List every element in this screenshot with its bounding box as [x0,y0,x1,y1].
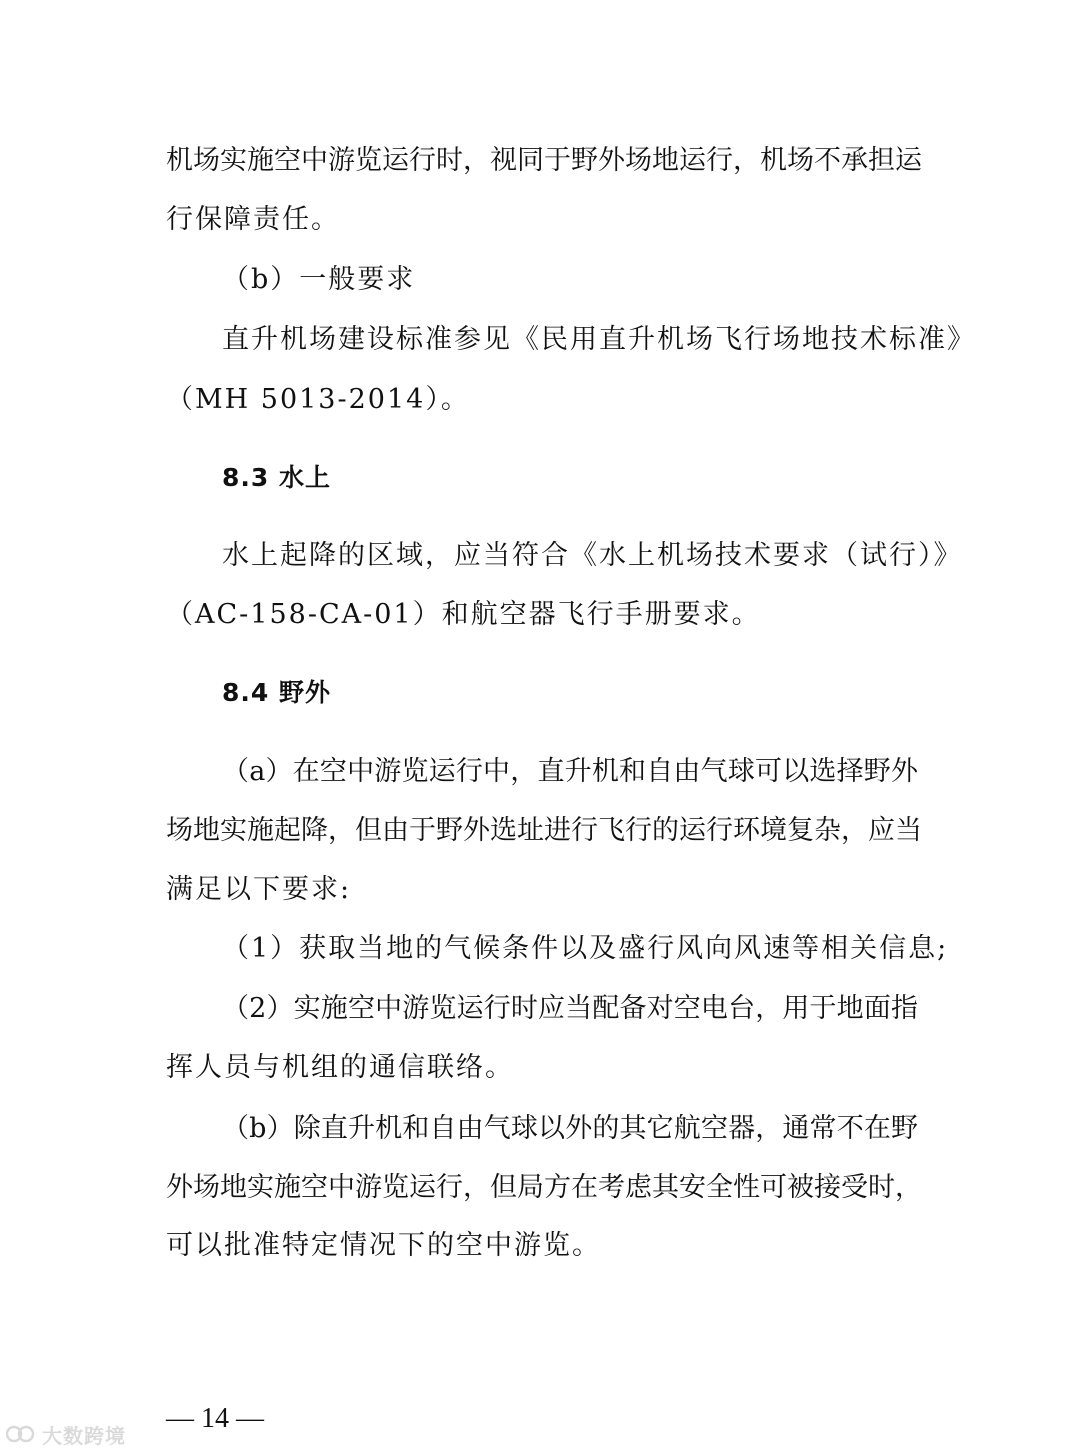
page-number: — 14 — [166,1403,264,1434]
paragraph-line: 场地实施起降，但由于野外选址进行飞行的运行环境复杂，应当 [166,815,922,846]
paragraph-line: 机场实施空中游览运行时，视同于野外场地运行，机场不承担运 [166,145,922,176]
paragraph-line: 挥人员与机组的通信联络。 [166,1052,514,1083]
list-item-1: （1）获取当地的气候条件以及盛行风向风速等相关信息; [222,933,949,964]
paragraph-line: 直升机场建设标准参见《民用直升机场飞行场地技术标准》 [222,324,976,355]
paragraph-line: （MH 5013-2014）。 [166,384,470,415]
paragraph-line: 外场地实施空中游览运行，但局方在考虑其安全性可被接受时， [166,1172,922,1203]
paragraph-line: （a）在空中游览运行中，直升机和自由气球可以选择野外 [222,756,918,787]
paragraph-line: 行保障责任。 [166,204,340,235]
section-heading-8-3: 8.3 水上 [222,463,331,492]
subsection-heading-b: （b）一般要求 [222,264,416,295]
paragraph-line: （AC-158-CA-01）和航空器飞行手册要求。 [166,599,761,630]
paragraph-line: 水上起降的区域，应当符合《水上机场技术要求（试行）》 [222,540,963,571]
watermark-text: 大数跨境 [42,1423,126,1448]
paragraph-line: 满足以下要求: [166,874,352,905]
section-heading-8-4: 8.4 野外 [222,678,331,707]
paragraph-line: 可以批准特定情况下的空中游览。 [166,1230,601,1261]
brand-logo-icon [6,1423,36,1445]
paragraph-line: （b）除直升机和自由气球以外的其它航空器，通常不在野 [222,1113,918,1144]
watermark [6,1418,126,1450]
list-item-2: （2）实施空中游览运行时应当配备对空电台，用于地面指 [222,993,918,1024]
